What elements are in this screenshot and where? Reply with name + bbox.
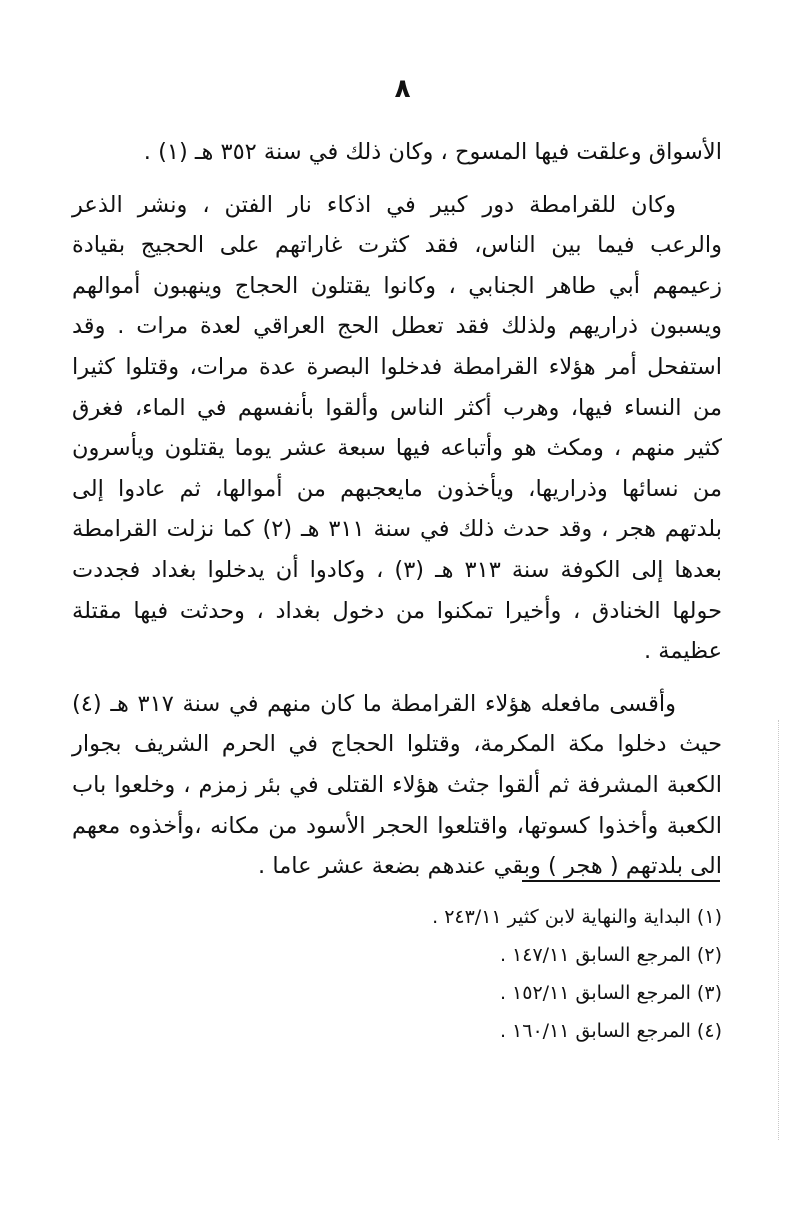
- footnote-4: (٤) المرجع السابق ١٦٠/١١ .: [499, 1020, 722, 1042]
- paragraph-1: الأسواق وعلقت فيها المسوح ، وكان ذلك في سنة ٣٥٢ هـ (١) .: [143, 139, 722, 165]
- footnotes: [300, 898, 722, 1050]
- page-number: ٨: [394, 74, 411, 104]
- footnote-1: (١) البداية والنهاية لابن كثير ٢٤٣/١١ .: [432, 906, 722, 928]
- body-text: [72, 132, 722, 887]
- scan-edge-mark: [778, 720, 779, 1140]
- paragraph-2: وكان للقرامطة دور كبير في اذكاء نار الفتن ، ونشر الذعر والرعب فيما بين الناس، فقد كثرت غاراتهم على الحجيج بقيادة زعيمهم أبي طاهر الجنابي ، وكانوا يقتلون الحجاج وينهبون أموالهم ويسبون ذراريهم ولذلك فقد تعطل الحج العراقي لعدة مرات . وقد استفحل أمر هؤلاء القرامطة فدخلوا البصرة عدة مرات، وقتلوا كثيرا من النساء فيها، وهرب أكثر الناس وألقوا بأنفسهم في الماء، فغرق كثير منهم ، ومكث هو وأتباعه فيها سبعة عشر يوما يقتلون ويأسرون من نسائها وذراريها، ويأخذون مايعجبهم من أموالها، ثم عادوا إلى بلدتهم هجر ، وقد حدث ذلك في سنة ٣١١ هـ (٢) كما نزلت القرامطة بعدها إلى الكوفة سنة ٣١٣ هـ (٣) ، وكادوا أن يدخلوا بغداد فجددت حولها الخنادق ، وأخيرا تمكنوا من دخول بغداد ، وحدثت فيها مقتلة عظيمة .: [72, 191, 723, 665]
- footnote-separator: [522, 880, 720, 882]
- paragraph-3: وأقسى مافعله هؤلاء القرامطة ما كان منهم في سنة ٣١٧ هـ (٤) حيث دخلوا مكة المكرمة، وقتلوا الحجاج في الحرم الشريف بجوار الكعبة المشرفة ثم ألقوا جثث هؤلاء القتلى في بئر زمزم ، وخلعوا باب الكعبة وأخذوا كسوتها، واقتلعوا الحجر الأسود من مكانه ،وأخذوه معهم الى بلدتهم ( هجر ) وبقي عندهم بضعة عشر عاما .: [72, 690, 722, 880]
- footnote-3: (٣) المرجع السابق ١٥٢/١١ .: [499, 982, 722, 1004]
- footnote-2: (٢) المرجع السابق ١٤٧/١١ .: [499, 944, 722, 966]
